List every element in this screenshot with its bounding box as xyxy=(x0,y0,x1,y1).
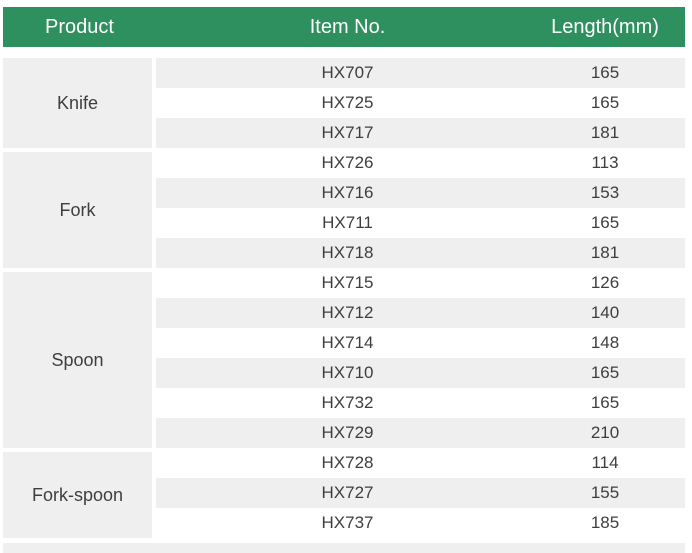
length-cell: 113 xyxy=(539,148,685,178)
item-cell: HX729 xyxy=(156,418,539,448)
item-cell: HX725 xyxy=(156,88,539,118)
table-header xyxy=(3,7,685,58)
bottom-stripe xyxy=(3,543,685,553)
length-cell: 165 xyxy=(539,58,685,88)
length-cell: 148 xyxy=(539,328,685,358)
product-cell: Fork-spoon xyxy=(3,448,156,538)
item-cell: HX728 xyxy=(156,448,539,478)
length-cell: 181 xyxy=(539,118,685,148)
table-row xyxy=(3,448,685,478)
length-cell: 165 xyxy=(539,208,685,238)
length-cell: 114 xyxy=(539,448,685,478)
item-cell: HX711 xyxy=(156,208,539,238)
item-cell: HX726 xyxy=(156,148,539,178)
col-header-item-no: Item No. xyxy=(156,7,539,58)
length-cell: 140 xyxy=(539,298,685,328)
header-row xyxy=(3,7,685,58)
item-cell: HX716 xyxy=(156,178,539,208)
product-cell: Fork xyxy=(3,148,156,268)
table-row xyxy=(3,58,685,88)
item-cell: HX732 xyxy=(156,388,539,418)
table-row xyxy=(3,148,685,178)
item-cell: HX727 xyxy=(156,478,539,508)
table-row xyxy=(3,268,685,298)
item-cell: HX718 xyxy=(156,238,539,268)
length-cell: 210 xyxy=(539,418,685,448)
col-header-product: Product xyxy=(3,7,156,58)
item-cell: HX714 xyxy=(156,328,539,358)
length-cell: 181 xyxy=(539,238,685,268)
length-cell: 155 xyxy=(539,478,685,508)
length-cell: 153 xyxy=(539,178,685,208)
length-cell: 165 xyxy=(539,88,685,118)
length-cell: 126 xyxy=(539,268,685,298)
item-cell: HX710 xyxy=(156,358,539,388)
table-body xyxy=(3,58,685,538)
col-header-length: Length(mm) xyxy=(539,7,685,58)
product-cell: Knife xyxy=(3,58,156,148)
length-cell: 165 xyxy=(539,388,685,418)
length-cell: 165 xyxy=(539,358,685,388)
length-cell: 185 xyxy=(539,508,685,538)
item-cell: HX717 xyxy=(156,118,539,148)
product-spec-table xyxy=(3,7,685,538)
item-cell: HX707 xyxy=(156,58,539,88)
product-cell: Spoon xyxy=(3,268,156,448)
item-cell: HX715 xyxy=(156,268,539,298)
item-cell: HX737 xyxy=(156,508,539,538)
item-cell: HX712 xyxy=(156,298,539,328)
